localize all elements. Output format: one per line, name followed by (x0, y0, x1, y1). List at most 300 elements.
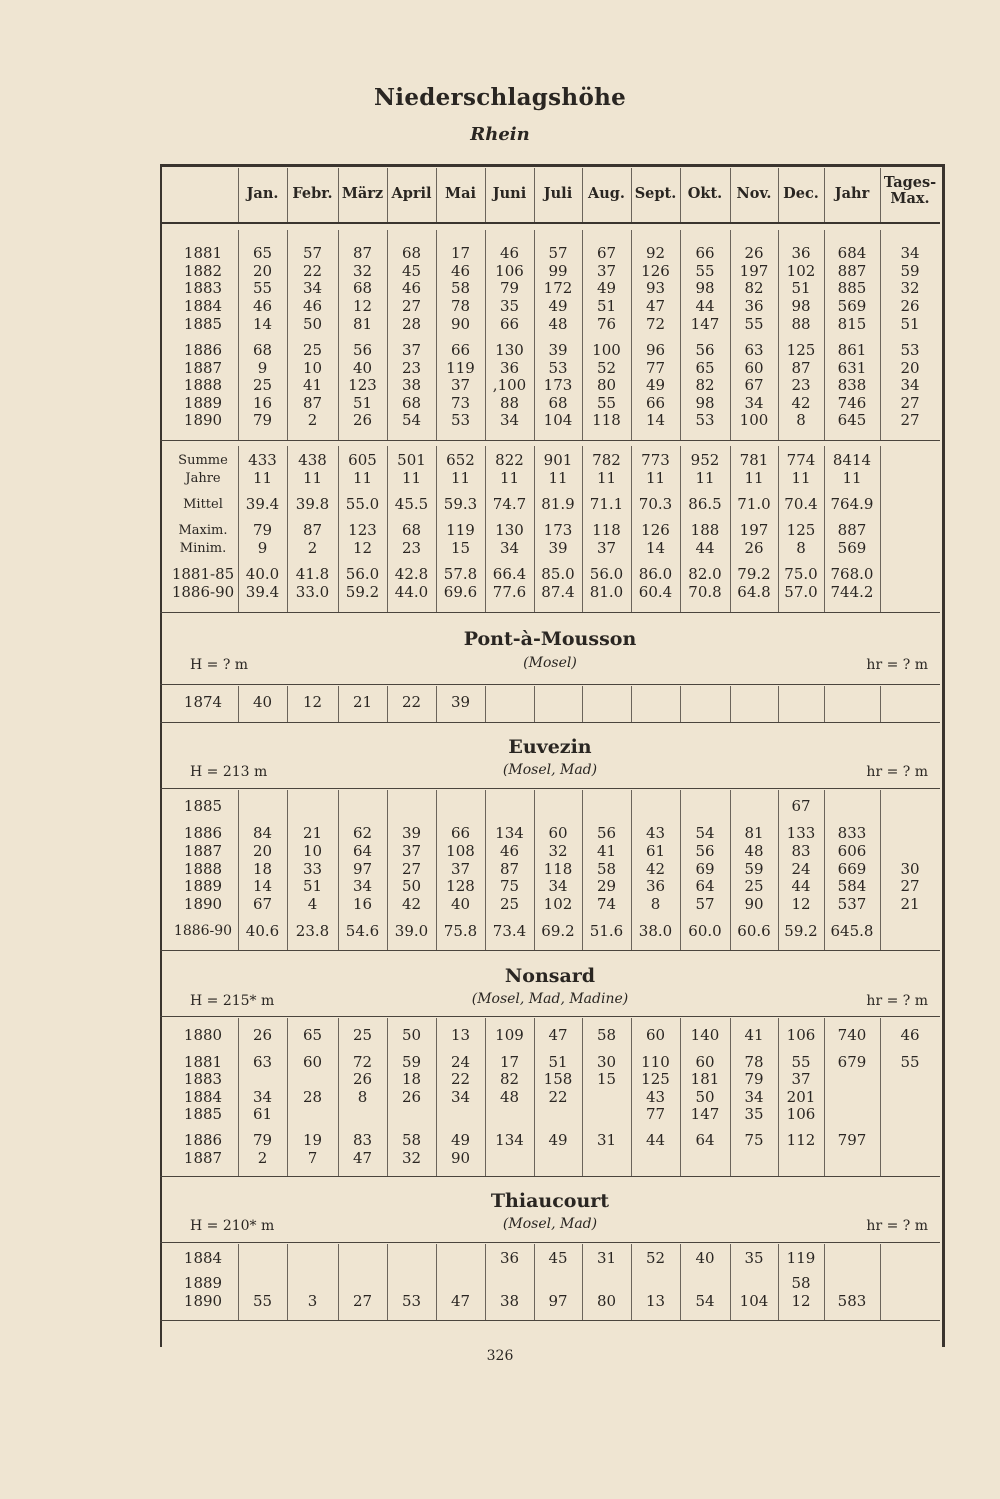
table-cell: 54 (695, 824, 715, 842)
table-cell: 109 (495, 1026, 524, 1044)
table-cell: 72 (352, 1053, 373, 1071)
row-label: 1887 (183, 1149, 223, 1167)
table-cell: 44.0 (394, 583, 429, 601)
row-label: 1886 (183, 824, 223, 842)
table-cell: 58 (596, 860, 617, 878)
station-river: (Mosel, Mad) (502, 762, 598, 778)
table-cell: 7 (307, 1149, 318, 1167)
table-cell: 26 (252, 1026, 273, 1044)
row-divider (160, 1016, 940, 1017)
table-cell: 8 (650, 895, 661, 913)
row-divider (160, 722, 940, 723)
table-cell: 65 (302, 1026, 323, 1044)
table-cell: 98 (695, 279, 715, 297)
row-label: 1881-85 (171, 565, 235, 583)
row-divider (160, 440, 940, 441)
table-cell: 45.5 (394, 495, 429, 513)
table-cell: 51 (302, 877, 323, 895)
table-cell: 69 (695, 860, 715, 878)
table-cell: 51 (596, 297, 617, 315)
table-cell: 52 (645, 1249, 666, 1267)
table-cell: 26 (900, 297, 920, 315)
table-cell: 80 (596, 1292, 617, 1310)
table-cell: 54 (695, 1292, 715, 1310)
table-cell: 66 (695, 244, 715, 262)
table-cell: 87 (352, 244, 373, 262)
table-cell: 26 (352, 411, 373, 429)
table-cell: 125 (641, 1070, 670, 1088)
column-divider (880, 446, 881, 612)
rain-gauge-height: hr = ? m (866, 657, 928, 673)
table-cell: 87 (302, 521, 323, 539)
table-cell: 73.4 (492, 922, 527, 940)
column-divider (880, 168, 881, 222)
table-cell: 73 (450, 394, 471, 412)
table-cell: 88 (791, 315, 811, 333)
table-cell: 59 (744, 860, 764, 878)
table-cell: 652 (446, 451, 475, 469)
table-cell: 537 (837, 895, 867, 913)
table-cell: 768.0 (830, 565, 874, 583)
table-cell: 26 (744, 244, 764, 262)
row-label: 1889 (183, 877, 223, 895)
table-cell: 79 (744, 1070, 764, 1088)
table-cell: 60 (695, 1053, 715, 1071)
table-cell: 46 (499, 244, 520, 262)
table-cell: 140 (690, 1026, 720, 1044)
table-cell: 90 (450, 315, 471, 333)
table-cell: 49 (645, 376, 666, 394)
table-cell: 55 (252, 1292, 273, 1310)
column-header: Okt. (687, 185, 723, 202)
table-cell: 41.8 (295, 565, 330, 583)
table-cell: 11 (548, 469, 568, 487)
table-cell: 46 (252, 297, 273, 315)
table-cell: 181 (690, 1070, 720, 1088)
table-cell: 20 (252, 842, 273, 860)
table-cell: 48 (499, 1088, 520, 1106)
row-label: Minim. (179, 541, 227, 556)
table-cell: 69.6 (443, 583, 478, 601)
column-header: Nov. (736, 185, 772, 202)
table-cell: 833 (837, 824, 867, 842)
table-cell: 45 (548, 1249, 568, 1267)
table-cell: 37 (596, 539, 617, 557)
table-cell: 569 (837, 539, 867, 557)
table-cell: 56 (695, 341, 715, 359)
table-cell: 23 (401, 539, 422, 557)
page-number: 326 (486, 1348, 514, 1364)
table-cell: 46 (900, 1026, 920, 1044)
table-cell: 67 (744, 376, 764, 394)
table-cell: 61 (252, 1105, 273, 1123)
table-cell: 46 (499, 842, 520, 860)
table-cell: 32 (352, 262, 373, 280)
table-cell: 23 (401, 359, 422, 377)
table-cell: 106 (786, 1105, 816, 1123)
table-cell: 12 (791, 895, 811, 913)
table-cell: 8 (796, 411, 806, 429)
table-cell: 26 (401, 1088, 422, 1106)
table-cell: 20 (252, 262, 273, 280)
table-cell: 645.8 (830, 922, 874, 940)
table-cell: 781 (739, 451, 769, 469)
table-cell: 34 (499, 411, 520, 429)
table-cell: 59.3 (443, 495, 478, 513)
table-cell: 11 (842, 469, 862, 487)
table-cell: 815 (837, 315, 867, 333)
table-cell: 82 (695, 376, 715, 394)
table-cell: 797 (837, 1131, 867, 1149)
table-cell: 134 (495, 824, 524, 842)
column-divider (582, 686, 583, 722)
table-cell: 44 (695, 297, 715, 315)
table-cell: 77 (645, 1105, 666, 1123)
table-cell: 119 (446, 521, 475, 539)
table-cell: 51 (548, 1053, 568, 1071)
table-cell: 14 (645, 411, 666, 429)
table-cell: 147 (690, 315, 720, 333)
table-cell: 49 (450, 1131, 471, 1149)
table-cell: 50 (401, 877, 422, 895)
column-header: Juni (492, 185, 527, 202)
table-cell: 41 (744, 1026, 764, 1044)
table-cell: 11 (695, 469, 715, 487)
table-cell: 79 (252, 521, 273, 539)
table-cell: 64.8 (737, 583, 771, 601)
row-label: 1887 (183, 842, 223, 860)
row-label: 1884 (183, 1249, 223, 1267)
table-cell: 55 (744, 315, 764, 333)
table-cell: 12 (352, 297, 373, 315)
table-cell: 885 (837, 279, 867, 297)
table-cell: 28 (302, 1088, 323, 1106)
table-cell: 32 (401, 1149, 422, 1167)
table-cell: 110 (641, 1053, 670, 1071)
row-label: Summe (178, 453, 228, 468)
table-cell: 81.0 (589, 583, 624, 601)
table-cell: 62 (352, 824, 373, 842)
table-cell: 42 (401, 895, 422, 913)
table-cell: 39 (401, 824, 422, 842)
rain-gauge-height: hr = ? m (866, 764, 928, 780)
table-cell: 39 (450, 693, 471, 711)
table-cell: 98 (695, 394, 715, 412)
table-cell: 197 (739, 262, 769, 280)
table-cell: 66 (499, 315, 520, 333)
column-header: Dec. (783, 185, 819, 202)
table-cell: 901 (543, 451, 573, 469)
table-cell: 39.4 (245, 583, 280, 601)
table-cell: 67 (596, 244, 617, 262)
table-cell: 119 (446, 359, 475, 377)
table-cell: 79.2 (737, 565, 771, 583)
row-divider (160, 1176, 940, 1177)
table-cell: 12 (302, 693, 323, 711)
column-header: Febr. (292, 185, 333, 202)
table-cell: 87 (791, 359, 811, 377)
table-cell: 77 (645, 359, 666, 377)
row-divider (160, 1320, 940, 1321)
table-cell: 51.6 (589, 922, 624, 940)
column-divider (880, 1018, 881, 1176)
table-cell: 822 (495, 451, 524, 469)
column-header: Sept. (634, 185, 677, 202)
table-cell: 29 (596, 877, 617, 895)
table-cell: 43 (645, 824, 666, 842)
table-cell: 684 (837, 244, 867, 262)
table-cell: 41 (302, 376, 323, 394)
table-cell: 96 (645, 341, 666, 359)
table-cell: 14 (252, 315, 273, 333)
table-cell: 21 (302, 824, 323, 842)
table-cell: 35 (499, 297, 520, 315)
station-title: Euvezin (508, 736, 592, 758)
table-cell: 679 (837, 1053, 867, 1071)
table-cell: 60.6 (737, 922, 771, 940)
table-cell: 81.9 (541, 495, 575, 513)
table-cell: 106 (786, 1026, 816, 1044)
table-cell: 82 (744, 279, 764, 297)
column-header: Tages-Max. (883, 174, 937, 207)
table-cell: 69.2 (541, 922, 575, 940)
station-elevation: H = 210* m (190, 1218, 275, 1234)
table-cell: 100 (592, 341, 621, 359)
row-label: 1886 (183, 1131, 223, 1149)
table-cell: 77.6 (492, 583, 527, 601)
station-elevation: H = 215* m (190, 993, 275, 1009)
table-cell: 56 (695, 842, 715, 860)
table-cell: 37 (450, 860, 471, 878)
table-cell: 34 (499, 539, 520, 557)
table-cell: 8414 (832, 451, 872, 469)
table-cell: 57.0 (784, 583, 818, 601)
row-divider (160, 612, 940, 613)
table-cell: 11 (645, 469, 666, 487)
table-cell: 36 (744, 297, 764, 315)
table-cell: 36 (499, 1249, 520, 1267)
table-cell: 9 (257, 539, 268, 557)
table-cell: 123 (348, 521, 377, 539)
table-cell: 54.6 (345, 922, 380, 940)
table-cell: 27 (900, 411, 920, 429)
table-cell: 887 (837, 521, 867, 539)
table-cell: 74.7 (492, 495, 527, 513)
table-cell: 34 (450, 1088, 471, 1106)
table-cell: 128 (446, 877, 475, 895)
table-cell: 501 (397, 451, 426, 469)
table-cell: 56 (596, 824, 617, 842)
table-cell: 11 (450, 469, 471, 487)
table-cell: 99 (548, 262, 568, 280)
table-cell: 173 (543, 376, 573, 394)
row-label: 1890 (183, 411, 223, 429)
table-cell: 46 (302, 297, 323, 315)
table-cell: 60 (548, 824, 568, 842)
table-cell: 34 (352, 877, 373, 895)
table-cell: 55 (791, 1053, 811, 1071)
table-cell: 97 (548, 1292, 568, 1310)
table-cell: 79 (252, 411, 273, 429)
table-cell: 37 (791, 1070, 811, 1088)
table-cell: 68 (352, 279, 373, 297)
table-cell: 744.2 (830, 583, 874, 601)
row-label: 1885 (183, 1105, 223, 1123)
table-cell: 86.5 (688, 495, 722, 513)
table-cell: 60.0 (688, 922, 722, 940)
table-cell: 64 (352, 842, 373, 860)
table-cell: 48 (548, 315, 568, 333)
table-cell: 16 (252, 394, 273, 412)
table-cell: 18 (401, 1070, 422, 1088)
table-cell: 11 (252, 469, 273, 487)
table-cell: 67 (252, 895, 273, 913)
table-cell: 58 (596, 1026, 617, 1044)
table-cell: 774 (786, 451, 816, 469)
row-label: 1874 (183, 693, 223, 711)
table-cell: 108 (446, 842, 475, 860)
table-cell: 30 (596, 1053, 617, 1071)
table-cell: 25 (252, 376, 273, 394)
table-cell: 606 (837, 842, 867, 860)
table-cell: 13 (450, 1026, 471, 1044)
row-label: 1886-90 (171, 583, 235, 601)
table-cell: 27 (900, 394, 920, 412)
row-label: 1881 (183, 244, 223, 262)
table-cell: 25 (499, 895, 520, 913)
table-cell: 32 (900, 279, 920, 297)
row-label: 1886 (183, 341, 223, 359)
table-cell: 11 (401, 469, 422, 487)
table-cell: 53 (900, 341, 920, 359)
table-cell: 15 (450, 539, 471, 557)
table-cell: 60 (645, 1026, 666, 1044)
table-cell: 31 (596, 1249, 617, 1267)
table-cell: 45 (401, 262, 422, 280)
row-label: 1883 (183, 1070, 223, 1088)
table-cell: 130 (495, 341, 524, 359)
table-cell: 59.2 (784, 922, 818, 940)
table-cell: 44 (645, 1131, 666, 1149)
row-label: 1883 (183, 279, 223, 297)
table-cell: 61 (645, 842, 666, 860)
table-cell: 74 (596, 895, 617, 913)
table-cell: 80 (596, 376, 617, 394)
table-cell: 22 (302, 262, 323, 280)
table-cell: 15 (596, 1070, 617, 1088)
table-cell: 46 (450, 262, 471, 280)
table-cell: 40 (252, 693, 273, 711)
table-cell: 42.8 (394, 565, 429, 583)
table-cell: 75.8 (443, 922, 478, 940)
table-cell: 58 (450, 279, 471, 297)
table-cell: 2 (307, 539, 318, 557)
table-cell: 44 (695, 539, 715, 557)
table-cell: 52 (596, 359, 617, 377)
table-cell: 63 (744, 341, 764, 359)
table-cell: 13 (645, 1292, 666, 1310)
table-cell: 53 (548, 359, 568, 377)
table-cell: 25 (302, 341, 323, 359)
table-cell: 605 (348, 451, 377, 469)
row-label: 1885 (183, 797, 223, 815)
table-cell: 78 (744, 1053, 764, 1071)
table-cell: 68 (401, 521, 422, 539)
table-cell: 782 (592, 451, 621, 469)
table-cell: 38.0 (638, 922, 673, 940)
table-cell: 31 (596, 1131, 617, 1149)
station-title: Pont-à-Mousson (463, 628, 637, 650)
page-title: Niederschlagshöhe (373, 84, 627, 111)
table-cell: 33.0 (295, 583, 330, 601)
table-cell: 28 (401, 315, 422, 333)
table-cell: 631 (837, 359, 867, 377)
table-cell: 56 (352, 341, 373, 359)
table-cell: 24 (450, 1053, 471, 1071)
table-cell: 65 (695, 359, 715, 377)
table-cell: 11 (302, 469, 323, 487)
table-cell: 8 (357, 1088, 368, 1106)
column-divider (880, 790, 881, 950)
row-label: 1882 (183, 262, 223, 280)
table-cell: 56.0 (345, 565, 380, 583)
table-cell: 14 (645, 539, 666, 557)
table-cell: 44 (791, 877, 811, 895)
table-cell: 85.0 (541, 565, 575, 583)
table-cell: 37 (596, 262, 617, 280)
table-cell: 22 (548, 1088, 568, 1106)
table-cell: 8 (796, 539, 806, 557)
table-cell: 88 (499, 394, 520, 412)
table-cell: 70.4 (784, 495, 818, 513)
table-cell: 764.9 (830, 495, 874, 513)
table-cell: 118 (543, 860, 573, 878)
table-cell: 64 (695, 877, 715, 895)
table-cell: 25 (744, 877, 764, 895)
column-header: Jan. (246, 185, 279, 202)
table-cell: 35 (744, 1105, 764, 1123)
table-cell: 81 (352, 315, 373, 333)
table-cell: 14 (252, 877, 273, 895)
row-divider (160, 222, 940, 224)
table-cell: 57 (302, 244, 323, 262)
column-divider (631, 686, 632, 722)
table-cell: 64 (695, 1131, 715, 1149)
table-cell: ,100 (492, 376, 527, 394)
table-cell: 38 (401, 376, 422, 394)
table-cell: 72 (645, 315, 666, 333)
row-label: 1889 (183, 1274, 223, 1292)
table-cell: 39 (548, 539, 568, 557)
table-cell: 197 (739, 521, 769, 539)
table-cell: 47 (645, 297, 666, 315)
table-cell: 17 (499, 1053, 520, 1071)
table-cell: 22 (401, 693, 422, 711)
table-cell: 57 (695, 895, 715, 913)
row-label: 1888 (183, 376, 223, 394)
table-cell: 27 (352, 1292, 373, 1310)
table-cell: 438 (298, 451, 327, 469)
table-cell: 24 (791, 860, 811, 878)
table-cell: 71.0 (737, 495, 771, 513)
table-cell: 30 (900, 860, 920, 878)
column-divider (534, 686, 535, 722)
table-cell: 16 (352, 895, 373, 913)
table-cell: 433 (248, 451, 277, 469)
table-cell: 78 (450, 297, 471, 315)
table-cell: 12 (352, 539, 373, 557)
column-header: Jahr (834, 185, 870, 202)
